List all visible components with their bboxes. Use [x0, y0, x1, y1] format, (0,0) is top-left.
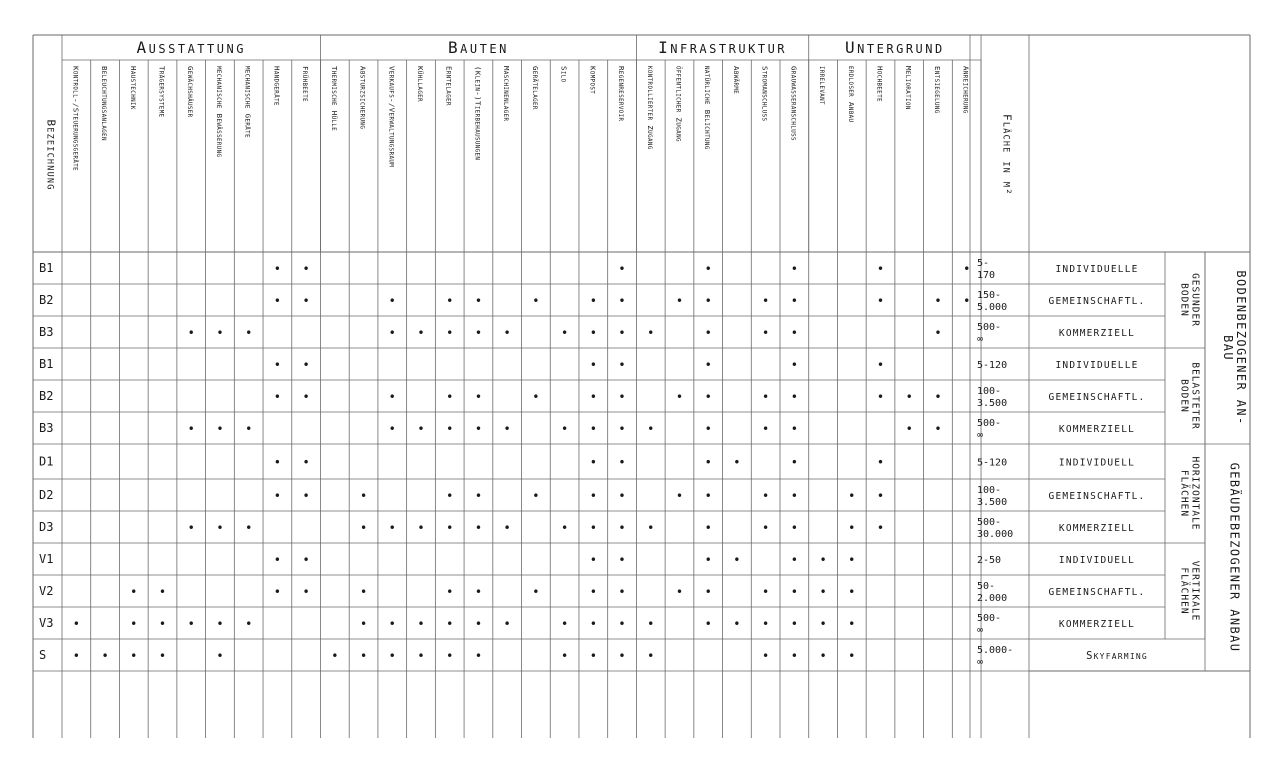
matrix-mark: •: [762, 422, 770, 436]
matrix-mark: •: [560, 521, 569, 535]
matrix-header: [45, 38, 1014, 196]
matrix-mark: •: [302, 262, 310, 276]
matrix-mark: •: [245, 617, 253, 631]
matrix-mark: •: [790, 390, 798, 404]
column-header: MELIORATION: [904, 66, 914, 110]
matrix-mark: •: [790, 489, 798, 503]
column-header: ANREICHERUNG: [961, 66, 971, 114]
usage-type: INDIVIDUELLE: [1055, 264, 1139, 275]
matrix-mark: •: [273, 358, 282, 372]
usage-type: SKYFARMING: [1086, 650, 1148, 662]
matrix-mark: •: [647, 649, 655, 663]
matrix-mark: •: [446, 521, 454, 535]
group-header-1: BAUTEN: [448, 38, 509, 57]
matrix-mark: •: [704, 553, 712, 567]
matrix-mark: •: [302, 489, 310, 503]
column-header: BELEUCHTUNGSANLAGEN: [100, 66, 110, 141]
matrix-mark: •: [245, 326, 253, 340]
row-id: V2: [39, 584, 54, 598]
matrix-mark: •: [905, 390, 913, 404]
matrix-mark: •: [187, 326, 195, 340]
area-value: 500-30.000: [977, 517, 1014, 540]
matrix-mark: •: [733, 617, 741, 631]
matrix-mark: •: [187, 422, 195, 436]
area-value: 2-50: [977, 555, 1002, 566]
row-id: B2: [39, 389, 54, 403]
main-category-label-1: GEBÄUDEBEZOGENER ANBAU: [1227, 462, 1242, 653]
matrix-mark: •: [417, 422, 425, 436]
matrix-mark: •: [704, 455, 712, 470]
matrix-mark: •: [618, 294, 626, 308]
matrix-mark: •: [589, 649, 597, 663]
matrix-mark: •: [158, 585, 167, 599]
column-header: ÖFFENTLICHER ZUGANG: [674, 66, 684, 142]
matrix-mark: •: [589, 585, 597, 599]
matrix-mark: •: [417, 617, 425, 631]
matrix-mark: •: [302, 585, 310, 599]
usage-type: KOMMERZIELL: [1058, 523, 1136, 534]
matrix-mark: •: [474, 294, 483, 308]
matrix-mark: •: [876, 262, 885, 276]
matrix-mark: •: [848, 617, 856, 631]
usage-type: GEMEINSCHAFTL.: [1048, 392, 1146, 403]
matrix-mark: •: [474, 521, 483, 535]
matrix-mark: •: [417, 326, 425, 340]
matrix-mark: •: [158, 617, 167, 631]
matrix-mark: •: [474, 649, 483, 663]
matrix-mark: •: [618, 326, 626, 340]
usage-type: KOMMERZIELL: [1058, 619, 1136, 630]
matrix-mark: •: [704, 617, 712, 631]
column-header: MECHANISCHE GERÄTE: [243, 66, 253, 138]
matrix-mark: •: [704, 390, 712, 404]
area-value: 500-∞: [977, 613, 1002, 636]
usage-type: GEMEINSCHAFTL.: [1048, 296, 1146, 307]
matrix-mark: •: [618, 455, 626, 470]
matrix-mark: •: [790, 422, 798, 436]
matrix-mark: •: [216, 617, 224, 631]
matrix-mark: •: [216, 422, 224, 436]
matrix-mark: •: [790, 585, 798, 599]
matrix-mark: •: [848, 585, 856, 599]
matrix-mark: •: [359, 649, 368, 663]
usage-type: GEMEINSCHAFTL.: [1048, 491, 1146, 502]
column-header: KONTROLL-/STEUERUNGSGERÄTE: [71, 66, 81, 172]
matrix-mark: •: [216, 326, 224, 340]
column-header: KONTROLLIERTER ZUGANG: [645, 66, 655, 150]
matrix-mark: •: [388, 649, 396, 663]
matrix-mark: •: [446, 422, 454, 436]
matrix-mark: •: [934, 326, 942, 340]
matrix-mark: •: [704, 358, 712, 372]
matrix-mark: •: [446, 585, 454, 599]
matrix-mark: •: [618, 358, 626, 372]
matrix-mark: •: [618, 553, 626, 567]
row-id: B3: [39, 421, 54, 435]
matrix-mark: •: [589, 294, 597, 308]
main-category-label-0: BODENBEZOGENER AN-BAU: [1221, 270, 1248, 426]
matrix-mark: •: [359, 489, 368, 503]
matrix-mark: •: [273, 294, 282, 308]
matrix-mark: •: [388, 422, 396, 436]
area-column-header: FLÄCHE IN M²: [1000, 114, 1014, 196]
column-header: IRRELEVANT: [818, 66, 825, 105]
matrix-mark: •: [388, 617, 396, 631]
column-header: GERÄTELAGER: [530, 66, 540, 110]
matrix-mark: •: [388, 326, 396, 340]
matrix-mark: •: [819, 553, 827, 567]
matrix-mark: •: [704, 489, 712, 503]
matrix-mark: •: [331, 649, 339, 663]
usage-type: INDIVIDUELLE: [1055, 360, 1139, 371]
matrix-mark: •: [618, 262, 626, 276]
matrix-mark: •: [216, 521, 224, 535]
area-value: 50-2.000: [977, 581, 1008, 604]
matrix-mark: •: [446, 326, 454, 340]
matrix-mark: •: [905, 422, 913, 436]
column-header: MASCHINENLAGER: [502, 66, 512, 122]
matrix-mark: •: [618, 422, 626, 436]
matrix-mark: •: [503, 521, 511, 535]
matrix-mark: •: [790, 294, 798, 308]
matrix-mark: •: [302, 294, 310, 308]
column-header: MECHANISCHE BEWÄSSERUNG: [214, 66, 224, 158]
row-id: B1: [39, 357, 54, 371]
matrix-mark: •: [273, 489, 282, 503]
matrix-mark: •: [762, 649, 770, 663]
matrix-mark: •: [618, 585, 626, 599]
row-id: S: [39, 648, 47, 662]
column-header: REGENRESERVOIR: [617, 66, 627, 122]
matrix-mark: •: [560, 617, 569, 631]
column-header: ABWÄRME: [731, 66, 741, 95]
matrix-mark: •: [446, 390, 454, 404]
matrix-mark: •: [848, 649, 856, 663]
matrix-mark: •: [446, 294, 454, 308]
matrix-mark: •: [762, 521, 770, 535]
matrix-mark: •: [532, 585, 540, 599]
matrix-mark: •: [618, 489, 626, 503]
matrix-mark: •: [417, 521, 425, 535]
matrix-mark: •: [216, 649, 224, 663]
matrix-mark: •: [273, 390, 282, 404]
matrix-mark: •: [503, 617, 511, 631]
category-label-1: BELASTETERBODEN: [1178, 362, 1201, 430]
matrix-mark: •: [819, 617, 827, 631]
matrix-mark: •: [790, 521, 798, 535]
matrix-mark: •: [618, 649, 626, 663]
matrix-mark: •: [474, 422, 483, 436]
matrix-mark: •: [388, 521, 396, 535]
matrix-mark: •: [762, 390, 770, 404]
matrix-mark: •: [675, 294, 684, 308]
group-header-3: UNTERGRUND: [845, 38, 945, 57]
matrix-mark: •: [762, 326, 770, 340]
area-value: 500-∞: [977, 418, 1002, 441]
category-label-3: VERTIKALEFLÄCHEN: [1178, 560, 1201, 622]
matrix-mark: •: [474, 585, 483, 599]
matrix-mark: •: [72, 649, 80, 663]
matrix-mark: •: [474, 326, 483, 340]
matrix-mark: •: [302, 358, 310, 372]
area-value: 100-3.500: [977, 386, 1008, 409]
column-header: FRÜHBEETE: [301, 66, 311, 102]
matrix-mark: •: [560, 649, 569, 663]
matrix-mark: •: [934, 390, 942, 404]
matrix-mark: •: [359, 521, 368, 535]
usage-type: KOMMERZIELL: [1058, 424, 1136, 435]
category-label-2: HORIZONTALEFLÄCHEN: [1178, 456, 1201, 531]
matrix-mark: •: [245, 521, 253, 535]
column-header: GEWÄCHSHÄUSER: [186, 66, 196, 118]
matrix-mark: •: [790, 649, 798, 663]
matrix-mark: •: [503, 422, 511, 436]
matrix-mark: •: [934, 422, 942, 436]
matrix-mark: •: [474, 390, 483, 404]
matrix-mark: •: [790, 262, 798, 276]
matrix-mark: •: [647, 422, 655, 436]
column-header: ERDLOSER ANBAU: [846, 66, 856, 123]
group-header-2: INFRASTRUKTUR: [658, 38, 788, 57]
matrix-mark: •: [876, 390, 885, 404]
matrix-mark: •: [273, 585, 282, 599]
matrix-mark: •: [675, 390, 684, 404]
matrix-mark: •: [273, 262, 282, 276]
matrix-mark: •: [560, 326, 569, 340]
matrix-mark: •: [647, 521, 655, 535]
matrix-mark: •: [302, 553, 310, 567]
matrix-mark: •: [388, 390, 396, 404]
column-header: STROMANSCHLUSS: [760, 66, 770, 122]
area-value: 5.000-∞: [977, 645, 1014, 668]
column-header: KOMPOST: [588, 66, 598, 95]
matrix-mark: •: [446, 489, 454, 503]
matrix-mark: •: [302, 390, 310, 404]
matrix-mark: •: [589, 390, 597, 404]
usage-type: GEMEINSCHAFTL.: [1048, 587, 1146, 598]
area-value: 5-120: [977, 457, 1008, 469]
matrix-mark: •: [273, 553, 282, 567]
matrix-mark: •: [618, 521, 626, 535]
matrix-mark: •: [589, 489, 597, 503]
matrix-mark: •: [187, 521, 195, 535]
column-header: THERMISCHE HÜLLE: [329, 66, 339, 132]
matrix-mark: •: [130, 585, 138, 599]
matrix-mark: •: [848, 489, 856, 503]
matrix-mark: •: [762, 294, 770, 308]
column-header: TRÄGERSYSTEME: [157, 66, 167, 118]
matrix-mark: •: [762, 489, 770, 503]
matrix-mark: •: [790, 553, 798, 567]
area-value: 100-3.500: [977, 485, 1008, 508]
matrix-mark: •: [187, 617, 195, 631]
usage-type: INDIVIDUELL: [1058, 457, 1136, 469]
matrix-mark: •: [245, 422, 253, 436]
matrix-mark: •: [704, 521, 712, 535]
matrix-mark: •: [848, 521, 856, 535]
row-label-header: BEZEICHNUNG: [44, 119, 58, 191]
matrix-mark: •: [589, 326, 597, 340]
matrix-mark: •: [589, 455, 597, 470]
matrix-mark: •: [532, 390, 540, 404]
column-header: HAUSTECHNIK: [128, 66, 138, 110]
matrix-mark: •: [618, 390, 626, 404]
column-header: VERKAUFS-/VERWALTUNGSRAUM: [387, 66, 397, 168]
matrix-mark: •: [560, 422, 569, 436]
row-id: B3: [39, 325, 54, 339]
matrix-mark: •: [762, 617, 770, 631]
matrix-mark: •: [72, 617, 80, 631]
matrix-mark: •: [503, 326, 511, 340]
column-header: HANDGERÄTE: [272, 66, 282, 106]
matrix-mark: •: [848, 553, 856, 567]
column-header: HOCHBEETE: [875, 66, 885, 102]
column-header: SILO: [559, 66, 569, 83]
matrix-mark: •: [876, 358, 885, 372]
area-value: 5-120: [977, 360, 1008, 371]
row-id: V1: [39, 552, 54, 566]
row-id: D1: [39, 454, 54, 469]
matrix-mark: •: [790, 358, 798, 372]
matrix-mark: •: [388, 294, 396, 308]
matrix-mark: •: [704, 294, 712, 308]
matrix-mark: •: [302, 455, 310, 470]
matrix-mark: •: [704, 262, 712, 276]
matrix-mark: •: [876, 521, 885, 535]
area-value: 5-170: [977, 258, 996, 281]
usage-type: KOMMERZIELL: [1058, 328, 1136, 339]
matrix-mark: •: [589, 358, 597, 372]
matrix-mark: •: [733, 455, 741, 470]
matrix-mark: •: [704, 326, 712, 340]
category-label-0: GESUNDERBODEN: [1178, 273, 1201, 327]
matrix-mark: •: [446, 617, 454, 631]
matrix-body: [39, 258, 1248, 668]
column-header: NATÜRLICHE BELICHTUNG: [703, 66, 713, 150]
matrix-mark: •: [704, 585, 712, 599]
matrix-mark: •: [589, 553, 597, 567]
matrix-mark: •: [618, 617, 626, 631]
column-header: (KLEIN-)TIERBEHAUSUNGEN: [473, 66, 483, 161]
matrix-mark: •: [359, 617, 368, 631]
matrix-mark: •: [762, 585, 770, 599]
matrix-mark: •: [647, 326, 655, 340]
matrix-mark: •: [589, 617, 597, 631]
matrix-mark: •: [130, 649, 138, 663]
row-id: D3: [39, 520, 54, 534]
matrix-mark: •: [819, 585, 827, 599]
matrix-mark: •: [963, 262, 971, 276]
matrix-mark: •: [446, 649, 454, 663]
row-id: B1: [39, 261, 54, 275]
matrix-mark: •: [532, 294, 540, 308]
matrix-mark: •: [675, 489, 684, 503]
column-header: ENTSIEGELUNG: [932, 66, 942, 114]
matrix-mark: •: [359, 585, 368, 599]
column-header: ABSTURZSICHERUNG: [358, 66, 368, 130]
matrix-mark: •: [589, 422, 597, 436]
matrix-mark: •: [589, 521, 597, 535]
matrix-mark: •: [704, 422, 712, 436]
area-value: 150-5.000: [977, 290, 1008, 313]
matrix-mark: •: [158, 649, 167, 663]
matrix-mark: •: [532, 489, 540, 503]
row-id: D2: [39, 488, 54, 502]
usage-type: INDIVIDUELL: [1058, 555, 1136, 566]
matrix-mark: •: [273, 455, 282, 470]
matrix-mark: •: [963, 294, 971, 308]
matrix-mark: •: [790, 455, 798, 470]
matrix-mark: •: [647, 617, 655, 631]
column-header: GRAUWASSERANSCHLUSS: [789, 66, 799, 141]
row-id: B2: [39, 293, 54, 307]
matrix-mark: •: [819, 649, 827, 663]
matrix-mark: •: [474, 617, 483, 631]
matrix-mark: •: [733, 553, 741, 567]
matrix-mark: •: [417, 649, 425, 663]
matrix-mark: •: [130, 617, 138, 631]
matrix-mark: •: [790, 326, 798, 340]
row-id: V3: [39, 616, 54, 630]
column-header: KÜHLLAGER: [416, 66, 425, 102]
matrix-mark: •: [101, 649, 109, 663]
column-header: ERNTELAGER: [444, 66, 454, 106]
matrix-mark: •: [790, 617, 798, 631]
matrix-mark: •: [474, 489, 483, 503]
matrix-mark: •: [934, 294, 942, 308]
matrix-mark: •: [675, 585, 684, 599]
area-value: 500-∞: [977, 322, 1002, 345]
matrix-mark: •: [876, 455, 885, 470]
matrix-mark: •: [876, 294, 885, 308]
matrix-mark: •: [876, 489, 885, 503]
group-header-0: AUSSTATTUNG: [136, 38, 246, 57]
